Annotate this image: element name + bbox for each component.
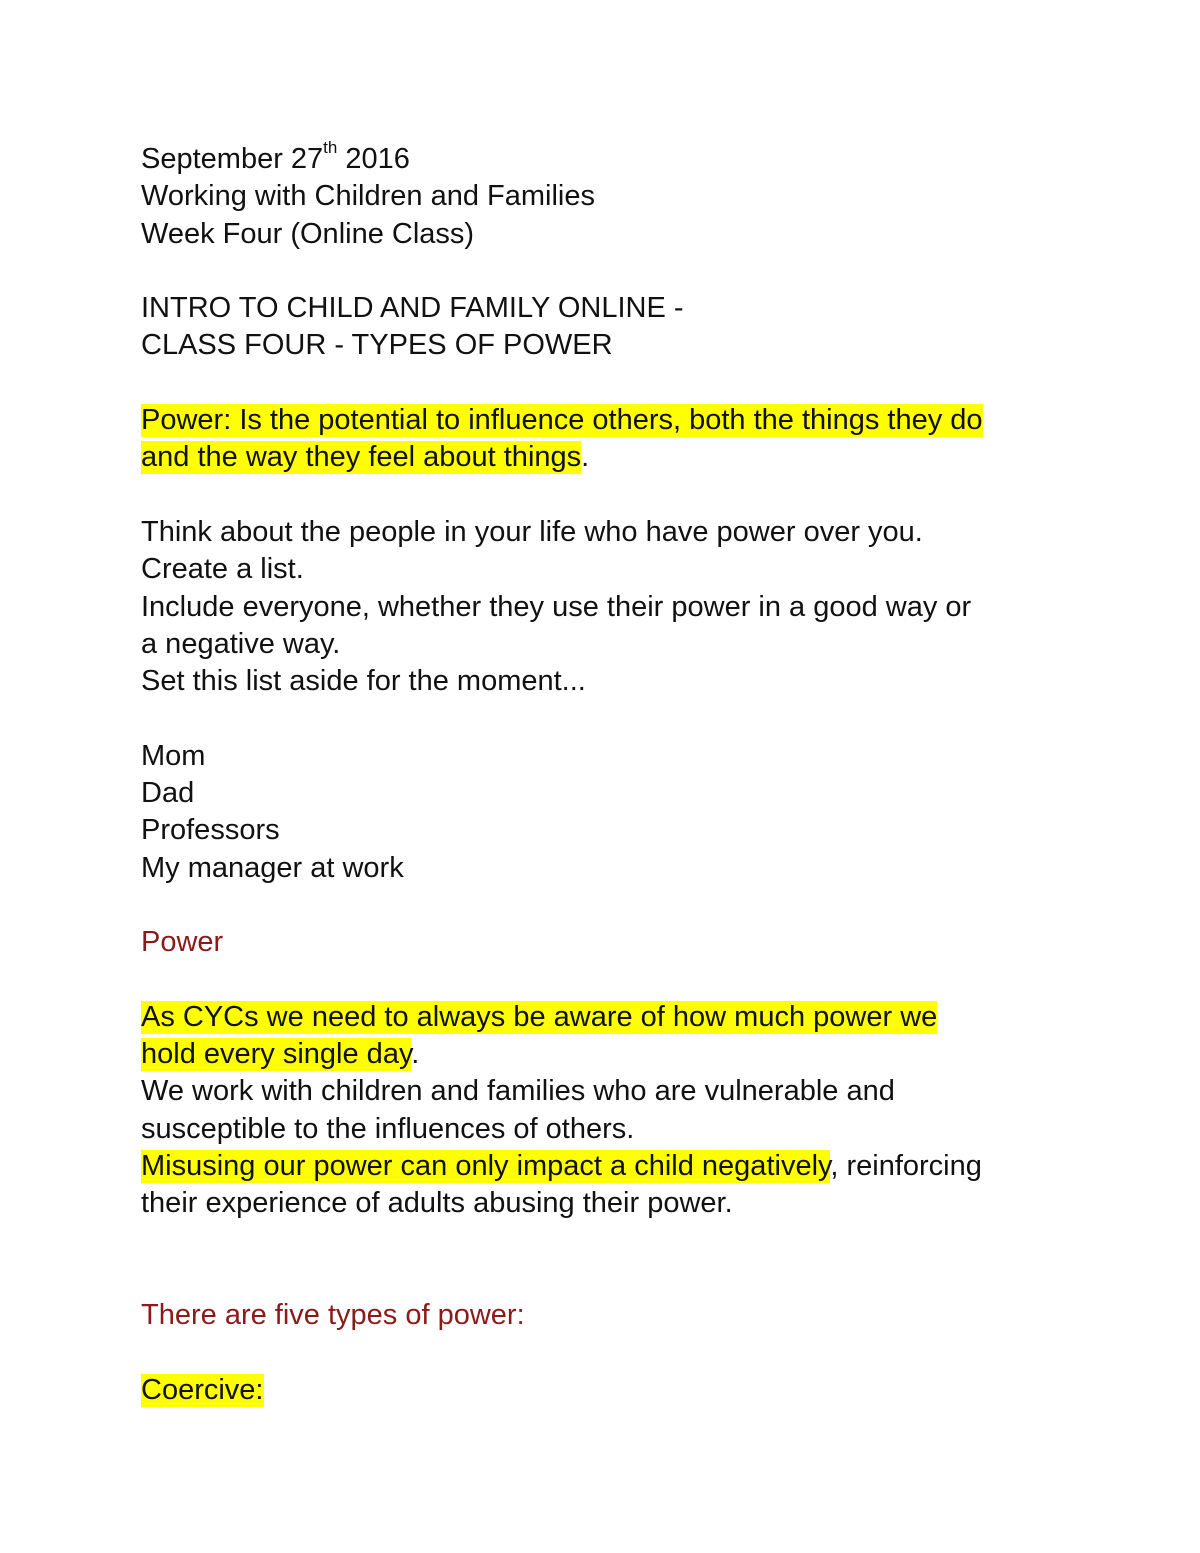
definition-line-2 (141, 439, 1071, 476)
cyc-line-1 (141, 999, 1071, 1036)
spacer (141, 365, 1071, 402)
date-text: September 27 (141, 143, 324, 175)
spacer (141, 477, 1071, 514)
power-heading: Power (141, 926, 224, 959)
cyc-line-2 (141, 1036, 1071, 1073)
spacer (141, 1223, 1071, 1260)
cyc-line-6: their experience of adults abusing their power. (141, 1187, 733, 1220)
highlighted-text: hold every single day (141, 1038, 412, 1071)
cyc-tail: , reinforcing (830, 1150, 982, 1183)
types-heading: There are five types of power: (141, 1299, 525, 1332)
list-item: My manager at work (141, 851, 404, 884)
prompt-line-4: a negative way. (141, 627, 341, 660)
highlighted-text: Power: Is the potential to influence others, both the things they do (141, 404, 983, 437)
highlighted-text: and the way they feel about things (141, 441, 582, 474)
spacer (141, 1260, 1071, 1297)
week-label: Week Four (Online Class) (141, 217, 475, 250)
date-year: 2016 (337, 143, 410, 175)
spacer (141, 700, 1071, 737)
prompt-line-1: Think about the people in your life who have power over you. (141, 515, 923, 548)
spacer (141, 962, 1071, 999)
definition-tail: . (581, 441, 590, 474)
class-title-line-1: INTRO TO CHILD AND FAMILY ONLINE - (141, 292, 684, 325)
list-item: Mom (141, 739, 206, 772)
prompt-line-3: Include everyone, whether they use their power in a good way or (141, 590, 972, 623)
cyc-line-5 (141, 1148, 1071, 1185)
cyc-tail: . (411, 1038, 420, 1071)
course-title: Working with Children and Families (141, 180, 595, 213)
highlighted-text: As CYCs we need to always be aware of how much power we (141, 1000, 938, 1033)
highlighted-text: Misusing our power can only impact a child negatively (141, 1150, 831, 1183)
spacer (141, 253, 1071, 290)
date-line (141, 138, 1071, 178)
prompt-line-5: Set this list aside for the moment... (141, 665, 586, 698)
list-item: Professors (141, 814, 280, 847)
cyc-line-4: susceptible to the influences of others. (141, 1112, 635, 1145)
class-title-line-2: CLASS FOUR - TYPES OF POWER (141, 329, 613, 362)
spacer (141, 1335, 1071, 1372)
date-ordinal: th (323, 138, 338, 158)
document-content (141, 138, 1071, 1409)
prompt-line-2: Create a list. (141, 553, 304, 586)
list-item: Dad (141, 777, 195, 810)
coercive-label: Coercive: (141, 1373, 264, 1406)
cyc-line-3: We work with children and families who are vulnerable and (141, 1075, 895, 1108)
spacer (141, 887, 1071, 924)
definition-line-1 (141, 402, 1071, 439)
coercive-line (141, 1372, 1071, 1409)
